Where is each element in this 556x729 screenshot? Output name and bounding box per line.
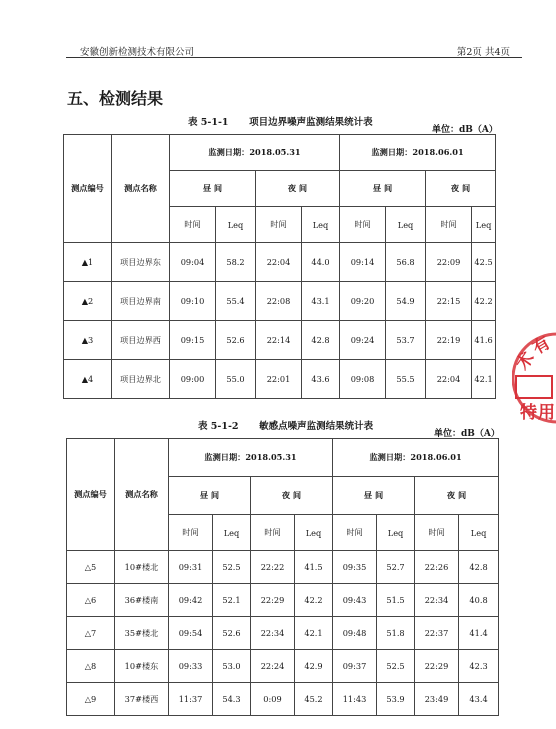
cell-day-time-2: 09:37 bbox=[333, 650, 377, 683]
cell-point-name: 项目边界南 bbox=[112, 282, 170, 321]
cell-night-leq-1: 42.1 bbox=[295, 617, 333, 650]
cell-night-leq-1: 42.9 bbox=[295, 650, 333, 683]
svg-text:特: 特 bbox=[520, 403, 537, 423]
cell-day-leq-1: 52.5 bbox=[213, 551, 251, 584]
cell-day-leq-1: 55.0 bbox=[216, 360, 256, 399]
table-row bbox=[64, 321, 496, 360]
cell-day-leq-1: 52.6 bbox=[213, 617, 251, 650]
cell-point-id: △6 bbox=[67, 584, 115, 617]
cell-day-leq-2: 53.7 bbox=[386, 321, 426, 360]
cell-night-leq-1: 42.2 bbox=[295, 584, 333, 617]
cell-day-leq-2: 55.5 bbox=[386, 360, 426, 399]
cell-night-leq-1: 43.6 bbox=[302, 360, 340, 399]
cell-point-id: ▲2 bbox=[64, 282, 112, 321]
cell-day-time-2: 09:43 bbox=[333, 584, 377, 617]
table-sensitive-point-noise bbox=[66, 438, 499, 716]
cell-night-time-2: 22:09 bbox=[426, 243, 472, 282]
header-date-2: 监测日期：2018.06.01 bbox=[333, 439, 499, 477]
cell-day-leq-2: 52.5 bbox=[377, 650, 415, 683]
section-title: 五、检测结果 bbox=[67, 89, 164, 108]
table-row bbox=[64, 243, 496, 282]
table-row bbox=[67, 584, 499, 617]
header-point-id: 测点编号 bbox=[64, 135, 112, 243]
cell-day-leq-1: 52.1 bbox=[213, 584, 251, 617]
table1-caption-number: 表 5-1-1 bbox=[188, 117, 229, 128]
cell-day-leq-2: 56.8 bbox=[386, 243, 426, 282]
cell-night-leq-2: 42.3 bbox=[459, 650, 499, 683]
header-leq: Leq bbox=[295, 515, 333, 551]
cell-point-id: △7 bbox=[67, 617, 115, 650]
header-night-2: 夜 间 bbox=[415, 477, 499, 515]
cell-point-name: 35#楼北 bbox=[115, 617, 169, 650]
cell-night-time-1: 22:29 bbox=[251, 584, 295, 617]
cell-day-time-2: 09:08 bbox=[340, 360, 386, 399]
cell-day-time-1: 09:00 bbox=[170, 360, 216, 399]
cell-day-time-2: 09:20 bbox=[340, 282, 386, 321]
cell-point-name: 项目边界西 bbox=[112, 321, 170, 360]
header-rule bbox=[66, 57, 522, 58]
header-leq: Leq bbox=[377, 515, 415, 551]
table1-unit: 单位：dB（A） bbox=[432, 125, 498, 135]
cell-night-time-1: 22:22 bbox=[251, 551, 295, 584]
table-boundary-noise bbox=[63, 134, 496, 399]
cell-day-leq-2: 51.8 bbox=[377, 617, 415, 650]
header-day-1: 昼 间 bbox=[170, 171, 256, 207]
table-row bbox=[67, 650, 499, 683]
header-night-1: 夜 间 bbox=[251, 477, 333, 515]
cell-night-time-2: 22:37 bbox=[415, 617, 459, 650]
cell-day-time-2: 09:14 bbox=[340, 243, 386, 282]
cell-night-time-1: 22:14 bbox=[256, 321, 302, 360]
cell-day-leq-1: 52.6 bbox=[216, 321, 256, 360]
header-company: 安徽创新检测技术有限公司 bbox=[80, 47, 195, 58]
table2-caption-number: 表 5-1-2 bbox=[198, 421, 239, 432]
cell-day-leq-1: 53.0 bbox=[213, 650, 251, 683]
header-night-1: 夜 间 bbox=[256, 171, 340, 207]
table-row bbox=[67, 683, 499, 716]
header-leq: Leq bbox=[459, 515, 499, 551]
cell-night-leq-2: 41.6 bbox=[472, 321, 496, 360]
svg-text:用: 用 bbox=[538, 403, 555, 423]
cell-point-id: ▲4 bbox=[64, 360, 112, 399]
cell-day-time-1: 09:10 bbox=[170, 282, 216, 321]
table2-unit: 单位：dB（A） bbox=[434, 429, 500, 439]
header-time: 时间 bbox=[340, 207, 386, 243]
header-day-2: 昼 间 bbox=[333, 477, 415, 515]
cell-night-time-2: 22:19 bbox=[426, 321, 472, 360]
cell-night-time-1: 22:01 bbox=[256, 360, 302, 399]
table2-caption-title: 敏感点噪声监测结果统计表 bbox=[259, 421, 374, 432]
header-leq: Leq bbox=[472, 207, 496, 243]
header-date-2: 监测日期：2018.06.01 bbox=[340, 135, 496, 171]
cell-day-leq-1: 58.2 bbox=[216, 243, 256, 282]
cell-point-id: △8 bbox=[67, 650, 115, 683]
header-point-name: 测点名称 bbox=[115, 439, 169, 551]
header-day-2: 昼 间 bbox=[340, 171, 426, 207]
cell-point-name: 36#楼南 bbox=[115, 584, 169, 617]
cell-night-leq-2: 40.8 bbox=[459, 584, 499, 617]
cell-day-leq-2: 51.5 bbox=[377, 584, 415, 617]
cell-night-time-2: 22:26 bbox=[415, 551, 459, 584]
cell-day-leq-2: 53.9 bbox=[377, 683, 415, 716]
cell-night-time-2: 22:04 bbox=[426, 360, 472, 399]
cell-night-leq-1: 41.5 bbox=[295, 551, 333, 584]
header-leq: Leq bbox=[302, 207, 340, 243]
header-point-id: 测点编号 bbox=[67, 439, 115, 551]
cell-day-leq-2: 52.7 bbox=[377, 551, 415, 584]
header-page-number: 第2页 共4页 bbox=[456, 47, 510, 58]
cell-night-leq-1: 43.1 bbox=[302, 282, 340, 321]
cell-day-time-1: 09:15 bbox=[170, 321, 216, 360]
cell-night-leq-2: 42.1 bbox=[472, 360, 496, 399]
header-leq: Leq bbox=[386, 207, 426, 243]
cell-night-time-1: 22:34 bbox=[251, 617, 295, 650]
svg-text:有: 有 bbox=[529, 332, 555, 359]
header-leq: Leq bbox=[213, 515, 251, 551]
cell-night-time-2: 22:34 bbox=[415, 584, 459, 617]
cell-night-time-2: 23:49 bbox=[415, 683, 459, 716]
header-time: 时间 bbox=[333, 515, 377, 551]
cell-day-time-2: 09:35 bbox=[333, 551, 377, 584]
cell-night-time-1: 22:04 bbox=[256, 243, 302, 282]
cell-night-leq-2: 42.2 bbox=[472, 282, 496, 321]
table1-caption bbox=[188, 114, 373, 128]
cell-point-name: 10#楼东 bbox=[115, 650, 169, 683]
cell-point-name: 10#楼北 bbox=[115, 551, 169, 584]
cell-day-time-1: 11:37 bbox=[169, 683, 213, 716]
cell-point-name: 项目边界东 bbox=[112, 243, 170, 282]
cell-night-leq-2: 42.8 bbox=[459, 551, 499, 584]
header-leq: Leq bbox=[216, 207, 256, 243]
cell-day-time-1: 09:31 bbox=[169, 551, 213, 584]
header-date-1: 监测日期：2018.05.31 bbox=[170, 135, 340, 171]
cell-night-leq-1: 44.0 bbox=[302, 243, 340, 282]
cell-point-name: 37#楼西 bbox=[115, 683, 169, 716]
table-row bbox=[67, 551, 499, 584]
header-time: 时间 bbox=[415, 515, 459, 551]
cell-night-time-2: 22:15 bbox=[426, 282, 472, 321]
cell-point-id: ▲1 bbox=[64, 243, 112, 282]
cell-point-id: △5 bbox=[67, 551, 115, 584]
cell-day-time-2: 09:24 bbox=[340, 321, 386, 360]
cell-day-time-1: 09:54 bbox=[169, 617, 213, 650]
svg-text:术: 术 bbox=[512, 348, 539, 374]
cell-night-time-1: 0:09 bbox=[251, 683, 295, 716]
cell-point-id: △9 bbox=[67, 683, 115, 716]
cell-night-leq-1: 42.8 bbox=[302, 321, 340, 360]
cell-day-time-1: 09:42 bbox=[169, 584, 213, 617]
cell-day-time-2: 09:48 bbox=[333, 617, 377, 650]
cell-night-leq-2: 43.4 bbox=[459, 683, 499, 716]
header-time: 时间 bbox=[169, 515, 213, 551]
table-row bbox=[64, 282, 496, 321]
header-point-name: 测点名称 bbox=[112, 135, 170, 243]
cell-day-leq-1: 54.3 bbox=[213, 683, 251, 716]
table-row bbox=[67, 617, 499, 650]
table1-caption-title: 项目边界噪声监测结果统计表 bbox=[249, 117, 373, 128]
header-time: 时间 bbox=[170, 207, 216, 243]
inspection-seal bbox=[512, 318, 556, 438]
header-time: 时间 bbox=[426, 207, 472, 243]
cell-night-leq-2: 42.5 bbox=[472, 243, 496, 282]
table-row bbox=[64, 360, 496, 399]
cell-day-time-2: 11:43 bbox=[333, 683, 377, 716]
cell-day-time-1: 09:33 bbox=[169, 650, 213, 683]
cell-point-name: 项目边界北 bbox=[112, 360, 170, 399]
cell-night-time-1: 22:24 bbox=[251, 650, 295, 683]
table2-caption bbox=[198, 418, 373, 432]
cell-night-leq-1: 45.2 bbox=[295, 683, 333, 716]
header-night-2: 夜 间 bbox=[426, 171, 496, 207]
header-day-1: 昼 间 bbox=[169, 477, 251, 515]
header-time: 时间 bbox=[256, 207, 302, 243]
cell-night-leq-2: 41.4 bbox=[459, 617, 499, 650]
header-time: 时间 bbox=[251, 515, 295, 551]
cell-night-time-1: 22:08 bbox=[256, 282, 302, 321]
cell-day-leq-1: 55.4 bbox=[216, 282, 256, 321]
cell-day-time-1: 09:04 bbox=[170, 243, 216, 282]
cell-point-id: ▲3 bbox=[64, 321, 112, 360]
cell-night-time-2: 22:29 bbox=[415, 650, 459, 683]
cell-day-leq-2: 54.9 bbox=[386, 282, 426, 321]
header-date-1: 监测日期：2018.05.31 bbox=[169, 439, 333, 477]
